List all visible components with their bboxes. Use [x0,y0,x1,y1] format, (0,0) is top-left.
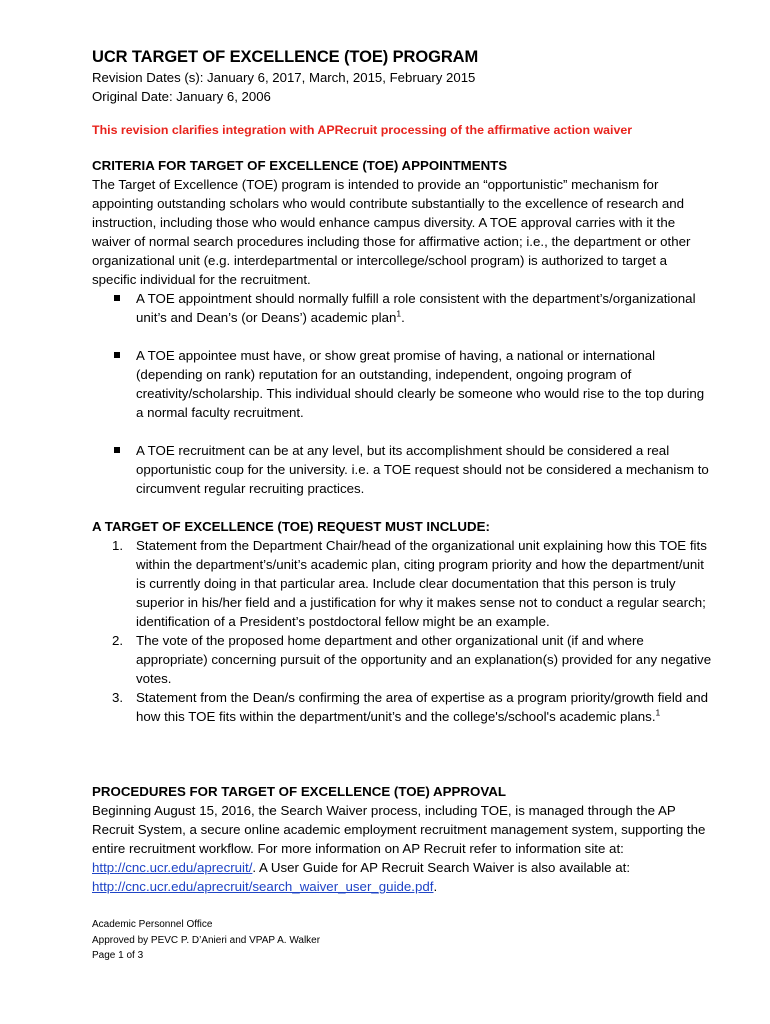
document-title: UCR TARGET OF EXCELLENCE (TOE) PROGRAM [92,48,479,66]
page-footer [92,917,320,964]
procedures-text-part: Beginning August 15, 2016, the Search Waiver process, including TOE, is managed through the AP Recruit System, a secure online academic employment recruitment management system, supporting the entire recruitment workflow. For more information on AP Recruit refer to information site at: [92,803,706,856]
request-item-text: Statement from the Department Chair/head of the organizational unit explaining how this TOE fits within the department’s/unit’s academic plan, citing program priority and how the department/unit is currently doing in that particular area. Include clear documentation that this person is truly superior in his/her field and a justification for why it makes sense not to conduct a regular search; identification of a President’s postdoctoral fellow might be an example. [136,538,707,629]
procedures-text-part: . [433,879,438,894]
request-section [92,517,712,726]
square-bullet-icon [114,295,120,301]
criteria-bullet [92,441,712,498]
procedures-heading: PROCEDURES FOR TARGET OF EXCELLENCE (TOE) APPROVAL [92,784,506,799]
request-item-number: 1. [112,538,124,553]
procedures-text-part: . A User Guide for AP Recruit Search Waiver is also available at: [252,860,631,875]
page-number: Page 1 of 3 [92,950,144,961]
revision-notice: This revision clarifies integration with APRecruit processing of the affirmative action waiver [92,123,633,137]
request-item [92,688,712,726]
criteria-bullet-text: A TOE appointee must have, or show great promise of having, a national or international (depending on rank) reputation for an outstanding, independent, ongoing program of creativity/scholarship. This individual should clearly be someone who would rise to the top during a normal faculty recruitment. [136,348,705,420]
procedures-text [92,801,712,896]
criteria-bullet [92,289,712,327]
request-heading: A TARGET OF EXCELLENCE (TOE) REQUEST MUST INCLUDE: [92,519,490,534]
criteria-section [92,156,712,498]
criteria-heading: CRITERIA FOR TARGET OF EXCELLENCE (TOE) APPOINTMENTS [92,158,508,173]
criteria-intro: The Target of Excellence (TOE) program is intended to provide an “opportunistic” mechanism for appointing outstanding scholars who would contribute substantially to the excellence of research and instruction, including those who would enhance campus diversity. A TOE approval carries with it the waiver of normal search procedures including those for affirmative action; i.e., the department or other organizational unit (e.g. interdepartmental or intercollege/school program) is authorized to target a specific individual for the recruitment. [92,177,691,287]
criteria-bullet-end: . [401,310,405,325]
footer-office: Academic Personnel Office [92,919,213,930]
criteria-bullet [92,346,712,422]
footer-approved: Approved by PEVC P. D’Anieri and VPAP A. Walker [92,934,321,946]
request-item [92,536,712,631]
square-bullet-icon [114,447,120,453]
criteria-bullet-text: A TOE recruitment can be at any level, but its accomplishment should be considered a real opportunistic coup for the university. i.e. a TOE request should not be considered a mechanism to circumvent regular recruiting practices. [136,443,709,496]
procedures-section [92,782,712,896]
request-list [92,536,712,726]
request-item-number: 3. [112,690,124,705]
criteria-bullet-text: A TOE appointment should normally fulfill a role consistent with the department’s/organizational unit’s and Dean’s (or Deans’) academic plan [136,291,696,325]
footnote-ref: 1 [396,308,402,319]
revision-dates: Revision Dates (s): January 6, 2017, March, 2015, February 2015 [92,70,476,85]
footnote-ref: 1 [655,707,661,718]
criteria-bullet-list [92,289,712,498]
request-item-text: The vote of the proposed home department and other organizational unit (if and where appropriate) concerning pursuit of the opportunity and an explanation(s) provided for any negative votes. [136,633,712,686]
request-item-number: 2. [112,633,124,648]
request-item [92,631,712,688]
aprecruit-info-link[interactable]: http://cnc.ucr.edu/aprecruit/ [92,860,253,875]
square-bullet-icon [114,352,120,358]
request-item-text: Statement from the Dean/s confirming the area of expertise as a program priority/growth field and how this TOE fits within the department/unit’s and the college's/school's academic plans. [136,690,709,724]
original-date: Original Date: January 6, 2006 [92,89,271,104]
search-waiver-guide-link[interactable]: http://cnc.ucr.edu/aprecruit/search_waiver_user_guide.pdf [92,879,434,894]
